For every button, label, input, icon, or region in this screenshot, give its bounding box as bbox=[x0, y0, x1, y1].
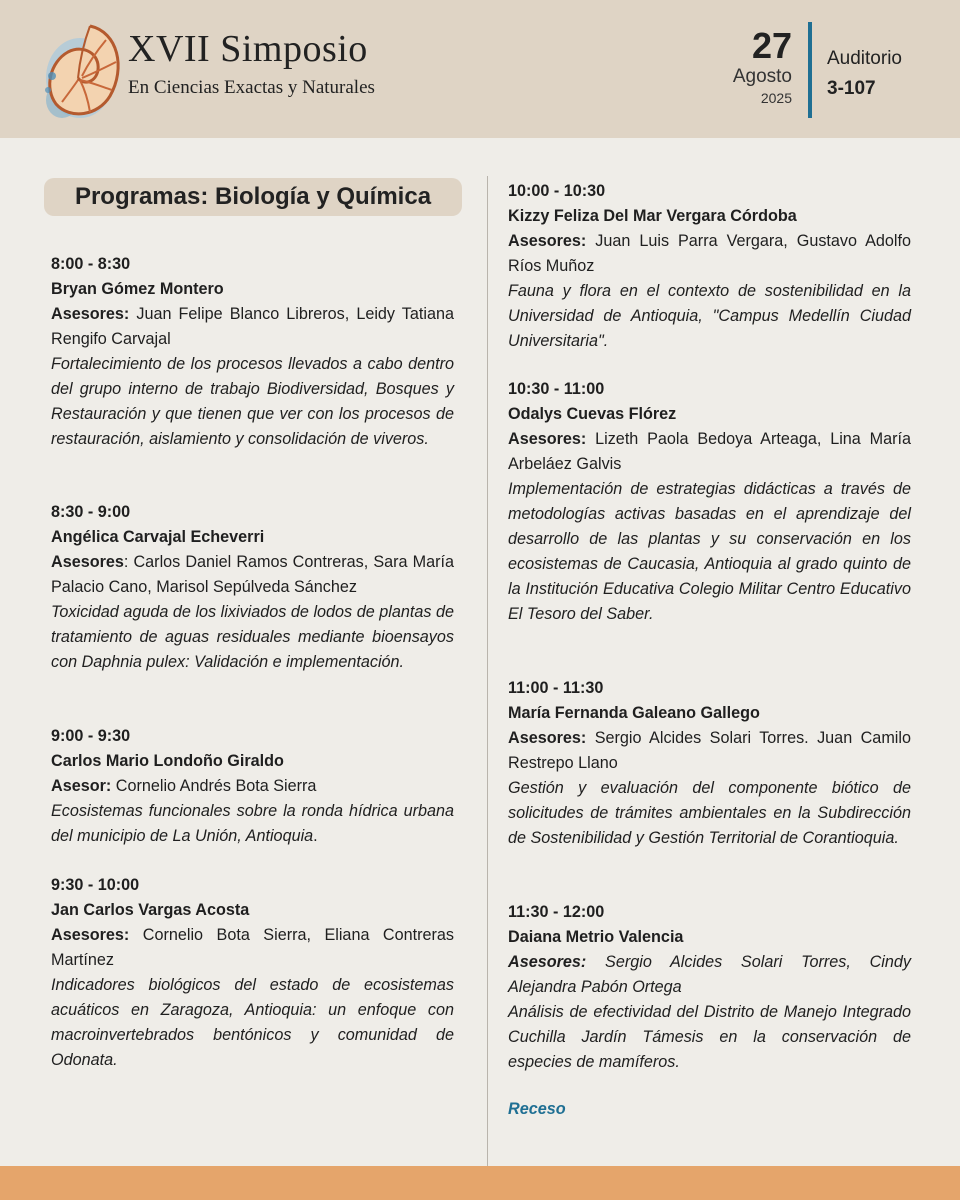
event-date bbox=[732, 25, 792, 107]
slot-time: 9:30 - 10:00 bbox=[51, 876, 140, 894]
column-divider bbox=[487, 176, 488, 1168]
advisors-label: Asesores: bbox=[51, 305, 130, 323]
schedule-slot bbox=[51, 500, 454, 675]
project-title: Indicadores biológicos del estado de ecosistemas acuáticos en Zaragoza, Antioquia: un enfoque con macroinvertebrados bentónicos y comunidad de Odonata. bbox=[51, 976, 454, 1069]
schedule-slot bbox=[508, 900, 911, 1075]
recess-label: Receso bbox=[508, 1100, 566, 1118]
slot-time: 10:30 - 11:00 bbox=[508, 380, 605, 398]
project-title-text: Ecosistemas funcionales sobre la ronda hídrica urbana del municipio de La Unión, Antioquia bbox=[51, 802, 454, 845]
schedule-slot bbox=[51, 873, 454, 1073]
presenter-name: María Fernanda Galeano Gallego bbox=[508, 704, 760, 722]
advisors-names: Cornelio Andrés Bota Sierra bbox=[111, 777, 317, 795]
project-title bbox=[51, 799, 454, 849]
schedule-slot bbox=[508, 676, 911, 851]
project-title: Implementación de estrategias didácticas a través de metodologías activas basadas en el aprendizaje del desarrollo de las plantas y su conservación en los ecosistemas de Caucasia, Antioquia al grado quinto de la Institución Educativa Colegio Militar Centro Educativo El Tesoro del Saber. bbox=[508, 480, 911, 623]
date-year: 2025 bbox=[760, 89, 792, 106]
symposium-title: XVII Simposio bbox=[128, 28, 368, 70]
schedule-slot bbox=[51, 252, 454, 452]
advisors-label: Asesores bbox=[51, 553, 124, 571]
date-month: Agosto bbox=[732, 66, 792, 87]
advisors bbox=[508, 726, 911, 776]
room-number: 3-107 bbox=[827, 78, 876, 100]
advisors bbox=[51, 923, 454, 973]
project-title: Gestión y evaluación del componente biótico de solicitudes de trámites ambientales en la Subdirección de Sostenibilidad y Gestión Territorial de Corantioquia. bbox=[508, 779, 911, 847]
advisors-names: Juan Luis Parra Vergara, Gustavo Adolfo Ríos Muñoz bbox=[508, 232, 911, 275]
advisors-label: Asesores: bbox=[508, 232, 587, 250]
schedule-slot bbox=[51, 724, 454, 849]
nautilus-shell-logo bbox=[40, 18, 124, 122]
presenter-name: Angélica Carvajal Echeverri bbox=[51, 528, 265, 546]
advisors-label: Asesores: bbox=[508, 430, 587, 448]
schedule-slot bbox=[508, 377, 911, 627]
room-label: Auditorio bbox=[827, 48, 902, 69]
slot-time: 9:00 - 9:30 bbox=[51, 727, 131, 745]
advisors bbox=[51, 774, 454, 799]
advisors-label: Asesores: bbox=[51, 926, 130, 944]
slot-time: 8:00 - 8:30 bbox=[51, 255, 131, 273]
program-title: Programas: Biología y Química bbox=[44, 178, 462, 216]
slot-time: 11:30 - 12:00 bbox=[508, 903, 605, 921]
slot-time: 11:00 - 11:30 bbox=[508, 679, 604, 697]
advisors bbox=[508, 427, 911, 477]
header-divider bbox=[808, 22, 812, 118]
advisors-names: Sergio Alcides Solari Torres, Cindy Alejandra Pabón Ortega bbox=[508, 953, 911, 996]
advisors bbox=[508, 229, 911, 279]
advisors-names: : Carlos Daniel Ramos Contreras, Sara María Palacio Cano, Marisol Sepúlveda Sánchez bbox=[51, 553, 454, 596]
presenter-name: Bryan Gómez Montero bbox=[51, 280, 224, 298]
advisors-names: Juan Felipe Blanco Libreros, Leidy Tatiana Rengifo Carvajal bbox=[51, 305, 454, 348]
advisors-names: Lizeth Paola Bedoya Arteaga, Lina María Arbeláez Galvis bbox=[508, 430, 911, 473]
presenter-name: Carlos Mario Londoño Giraldo bbox=[51, 752, 284, 770]
advisors bbox=[51, 302, 454, 352]
footer-bar bbox=[0, 1166, 960, 1200]
project-title-period: . bbox=[313, 827, 318, 845]
advisors bbox=[51, 550, 454, 600]
slot-time: 10:00 - 10:30 bbox=[508, 182, 606, 200]
presenter-name: Kizzy Feliza Del Mar Vergara Córdoba bbox=[508, 207, 797, 225]
advisors-label: Asesores: bbox=[508, 953, 587, 971]
presenter-name: Daiana Metrio Valencia bbox=[508, 928, 684, 946]
date-day: 27 bbox=[751, 25, 792, 66]
advisors bbox=[508, 950, 911, 1000]
advisors-label: Asesores: bbox=[508, 729, 587, 747]
presenter-name: Odalys Cuevas Flórez bbox=[508, 405, 677, 423]
project-title: Fauna y flora en el contexto de sostenibilidad en la Universidad de Antioquia, "Campus Medellín Ciudad Universitaria". bbox=[508, 282, 911, 350]
project-title: Toxicidad aguda de los lixiviados de lodos de plantas de tratamiento de aguas residuales mediante bioensayos con Daphnia pulex: Validación e implementación. bbox=[51, 603, 454, 671]
schedule-slot bbox=[508, 179, 911, 354]
symposium-subtitle: En Ciencias Exactas y Naturales bbox=[128, 77, 375, 98]
presenter-name: Jan Carlos Vargas Acosta bbox=[51, 901, 250, 919]
project-title: Análisis de efectividad del Distrito de Manejo Integrado Cuchilla Jardín Támesis en la conservación de especies de mamíferos. bbox=[508, 1003, 911, 1071]
advisors-names: Sergio Alcides Solari Torres. Juan Camilo Restrepo Llano bbox=[508, 729, 911, 772]
slot-time: 8:30 - 9:00 bbox=[51, 503, 131, 521]
advisors-label: Asesor: bbox=[51, 777, 112, 795]
project-title: Fortalecimiento de los procesos llevados a cabo dentro del grupo interno de trabajo Biodiversidad, Bosques y Restauración y que tienen que ver con los procesos de restauración, aislamiento y consolidación de viveros. bbox=[51, 355, 454, 448]
advisors-names: Cornelio Bota Sierra, Eliana Contreras Martínez bbox=[51, 926, 454, 969]
room-info bbox=[827, 44, 902, 105]
header bbox=[0, 0, 960, 138]
